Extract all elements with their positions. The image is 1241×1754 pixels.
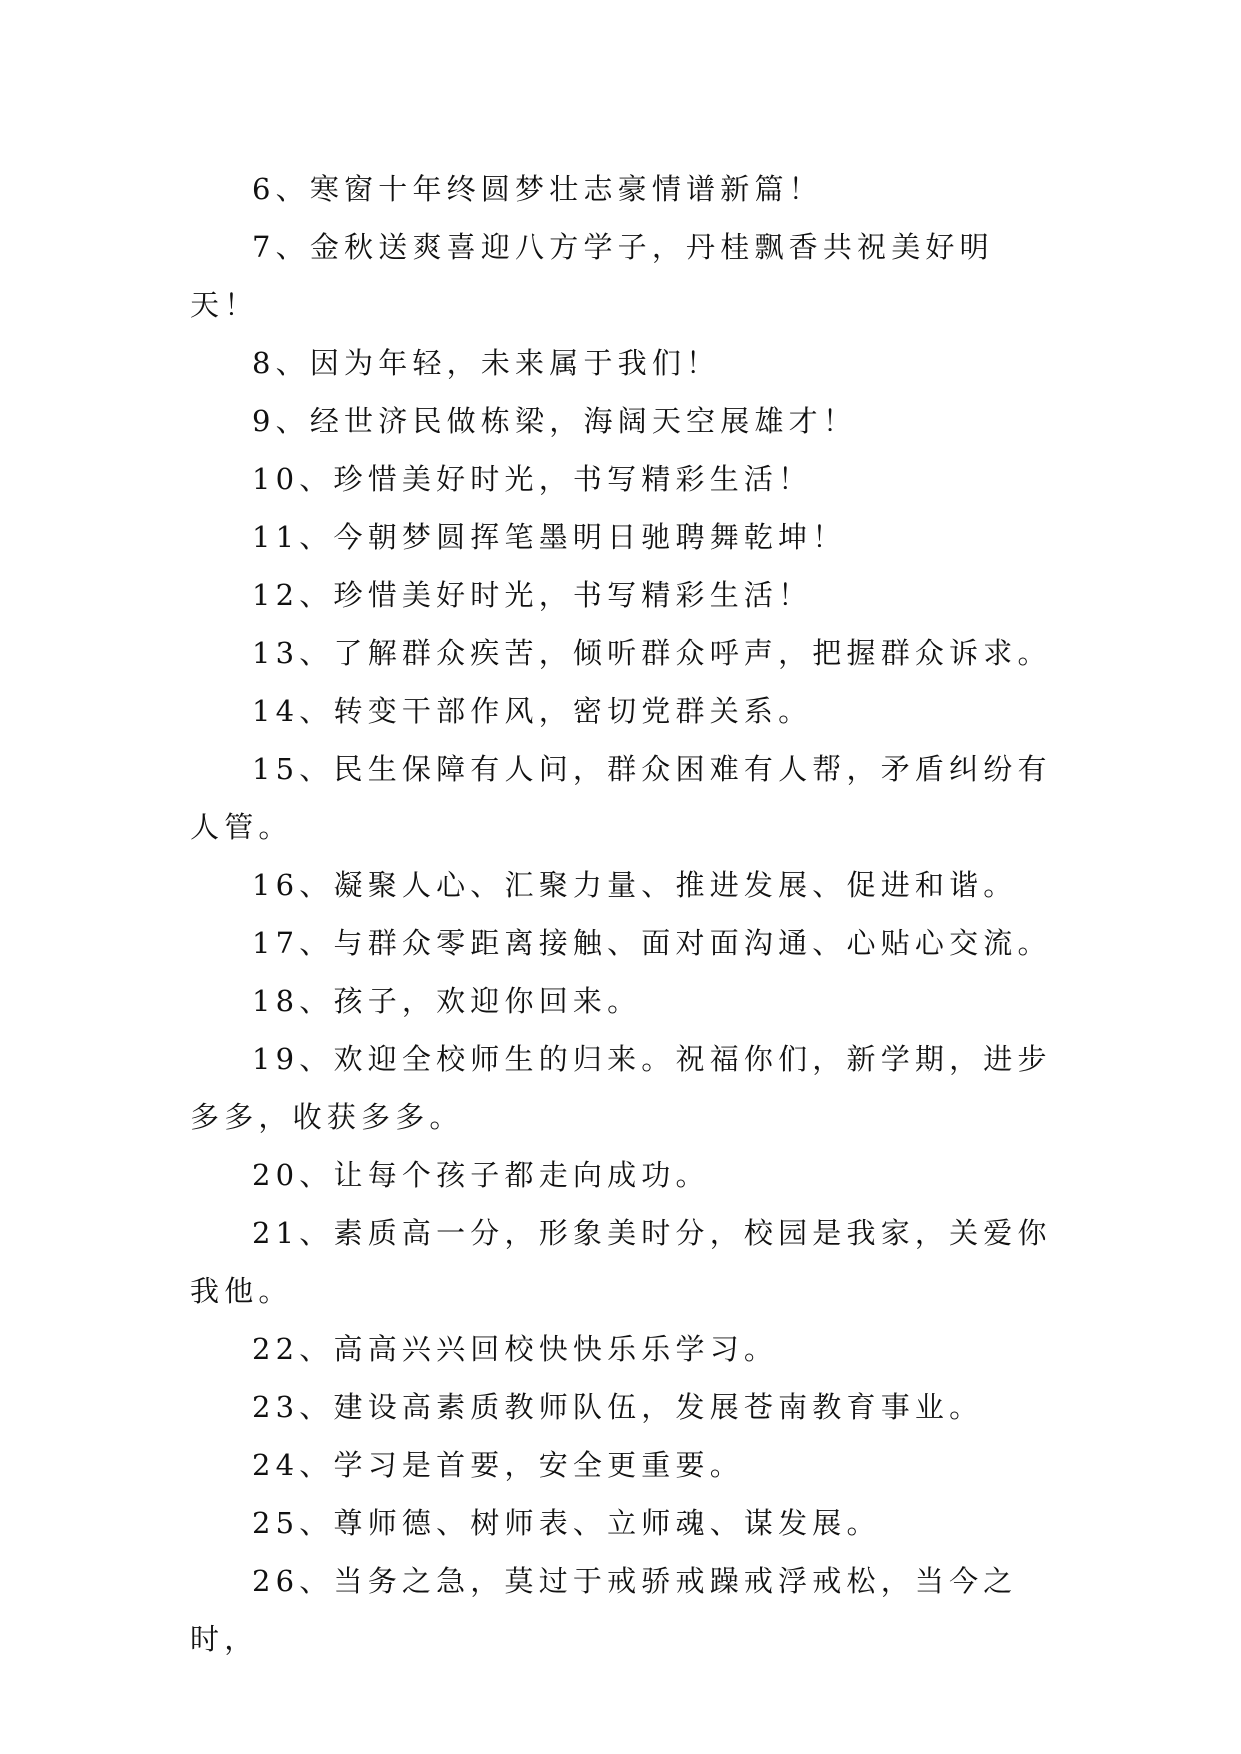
paragraph-8: 8、因为年轻，未来属于我们！ [252, 346, 721, 380]
paragraph-6: 6、寒窗十年终圆梦壮志豪情谱新篇！ [252, 172, 823, 206]
paragraph-17: 17、与群众零距离接触、面对面沟通、心贴心交流。 [252, 926, 1052, 960]
paragraph-18: 18、孩子，欢迎你回来。 [252, 984, 642, 1018]
paragraph-25: 25、尊师德、树师表、立师魂、谋发展。 [252, 1506, 881, 1540]
paragraph-22: 22、高高兴兴回校快快乐乐学习。 [252, 1332, 779, 1366]
paragraph-19: 19、欢迎全校师生的归来。祝福你们，新学期，进步多多，收获多多。 [190, 1042, 1052, 1134]
paragraph-16: 16、凝聚人心、汇聚力量、推进发展、促进和谐。 [252, 868, 1018, 902]
paragraph-7: 7、金秋送爽喜迎八方学子，丹桂飘香共祝美好明天！ [190, 230, 994, 322]
paragraph-15: 15、民生保障有人问，群众困难有人帮，矛盾纠纷有人管。 [190, 752, 1052, 844]
paragraph-13: 13、了解群众疾苦，倾听群众呼声，把握群众诉求。 [252, 636, 1052, 670]
paragraph-23: 23、建设高素质教师队伍，发展苍南教育事业。 [252, 1390, 984, 1424]
paragraph-20: 20、让每个孩子都走向成功。 [252, 1158, 710, 1192]
paragraph-12: 12、珍惜美好时光，书写精彩生活！ [252, 578, 813, 612]
document-body [190, 160, 1060, 1668]
paragraph-10: 10、珍惜美好时光，书写精彩生活！ [252, 462, 813, 496]
paragraph-9: 9、经世济民做栋梁，海阔天空展雄才！ [252, 404, 858, 438]
paragraph-21: 21、素质高一分，形象美时分，校园是我家，关爱你我他。 [190, 1216, 1052, 1308]
paragraph-26: 26、当务之急，莫过于戒骄戒躁戒浮戒松，当今之时， [190, 1564, 1018, 1656]
paragraph-24: 24、学习是首要，安全更重要。 [252, 1448, 744, 1482]
paragraph-14: 14、转变干部作风，密切党群关系。 [252, 694, 813, 728]
paragraph-11: 11、今朝梦圆挥笔墨明日驰聘舞乾坤！ [252, 520, 847, 554]
